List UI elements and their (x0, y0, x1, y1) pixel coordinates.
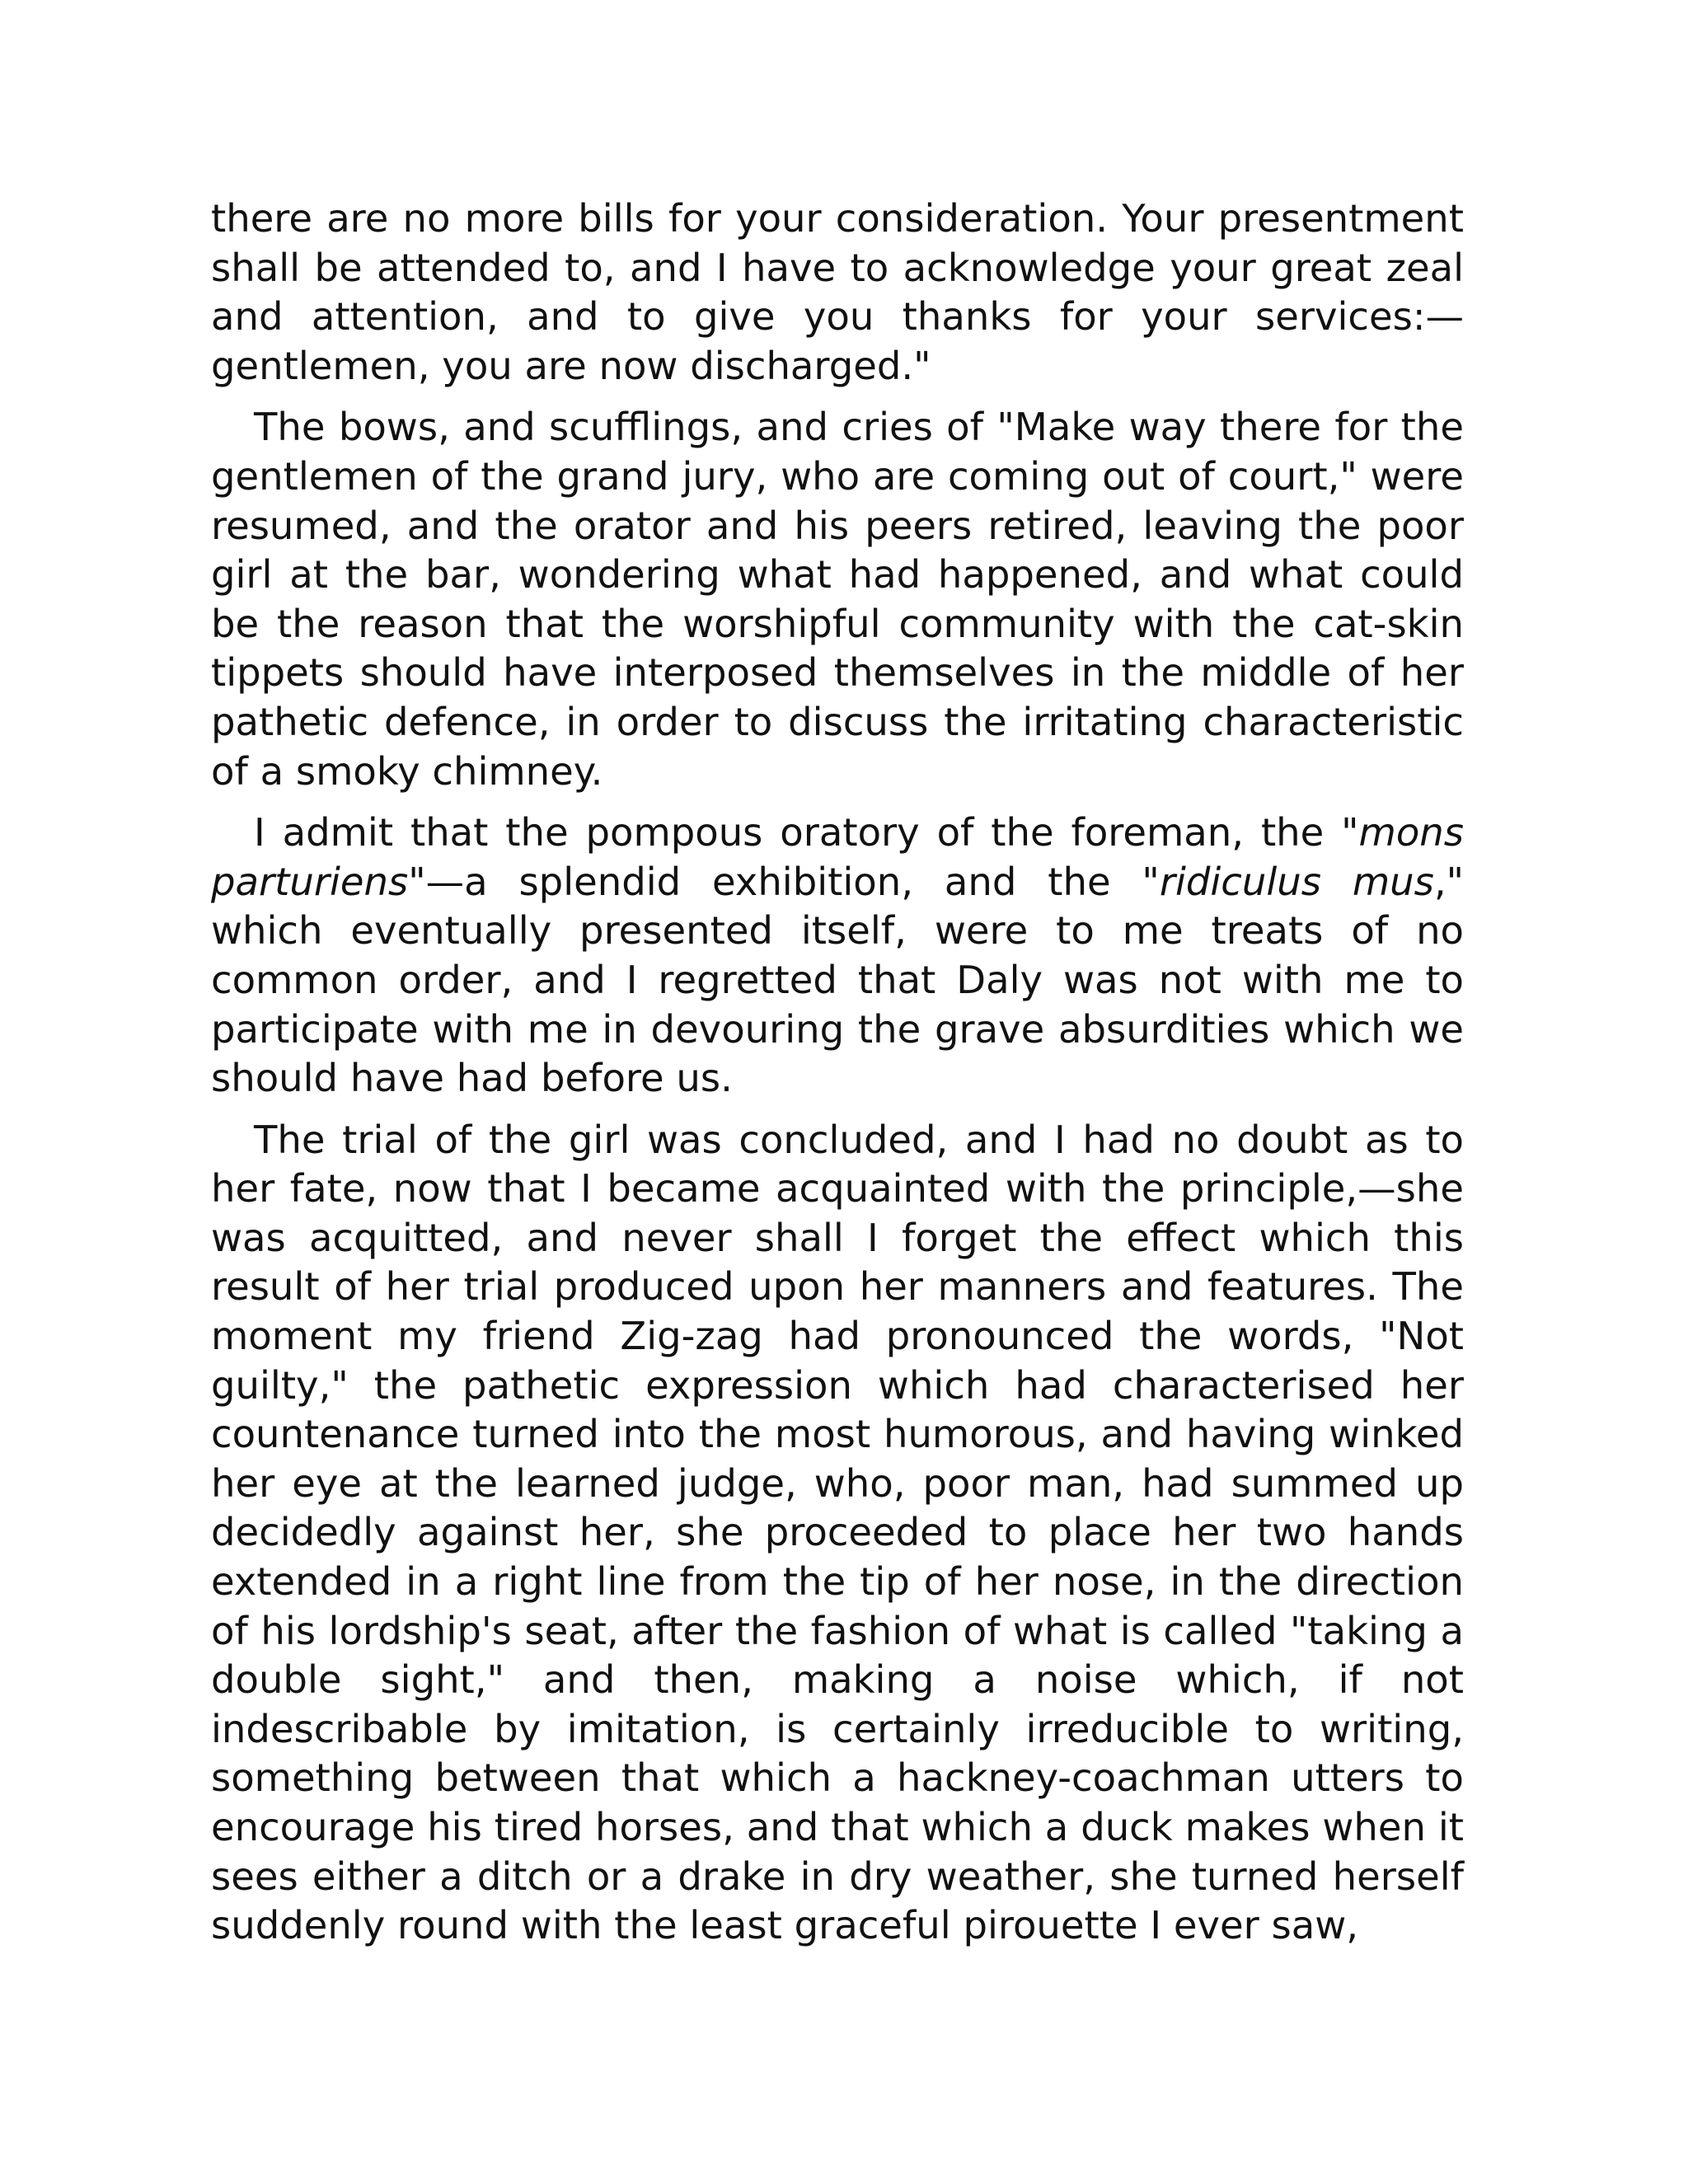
paragraph-3-text-c: ," which eventually presented itself, were to me treats of no common order, and I regretted that Daly was not with me to participate with me in devouring the grave absurdities which we should have had before us. (211, 859, 1464, 1101)
paragraph-3 (211, 808, 1464, 1104)
paragraph-1-text: there are no more bills for your consideration. Your presentment shall be attended to, and I have to acknowledge your great zeal and attention, and to give you thanks for your services:—gentlemen, you are now discharged." (211, 196, 1464, 388)
paragraph-3-italic-ridiculus-mus: ridiculus mus (1159, 859, 1434, 904)
paragraph-4 (211, 1116, 1464, 1951)
paragraph-2-text: The bows, and scufflings, and cries of "Make way there for the gentlemen of the grand jury, who are coming out of court," were resumed, and the orator and his peers retired, leaving the poor girl at the bar, wondering what had happened, and what could be the reason that the worshipful community with the cat-skin tippets should have interposed themselves in the middle of her pathetic defence, in order to discuss the irritating characteristic of a smoky chimney. (211, 405, 1464, 794)
paragraph-3-text-a: I admit that the pompous oratory of the foreman, the " (254, 810, 1359, 855)
paragraph-1 (211, 194, 1464, 391)
page-text (211, 194, 1464, 1963)
paragraph-3-italic-mons-parturiens: mons parturiens (211, 810, 1464, 904)
paragraph-3-text-b: "—a splendid exhibition, and the " (408, 859, 1160, 904)
paragraph-2 (211, 403, 1464, 796)
paragraph-4-text: The trial of the girl was concluded, and I had no doubt as to her fate, now that I became acquainted with the principle,—she was acquitted, and never shall I forget the effect which this result of her trial produced upon her manners and features. The moment my friend Zig-zag had pronounced the words, "Not guilty," the pathetic expression which had characterised her countenance turned into the most humorous, and having winked her eye at the learned judge, who, poor man, had summed up decidedly against her, she proceeded to place her two hands extended in a right line from the tip of her nose, in the direction of his lordship's seat, after the fashion of what is called "taking a double sight," and then, making a noise which, if not indescribable by imitation, is certainly irreducible to writing, something between that which a hackney-coachman utters to encourage his tired horses, and that which a duck makes when it sees either a ditch or a drake in dry weather, she turned herself suddenly round with the least graceful pirouette I ever saw, (211, 1117, 1464, 1948)
